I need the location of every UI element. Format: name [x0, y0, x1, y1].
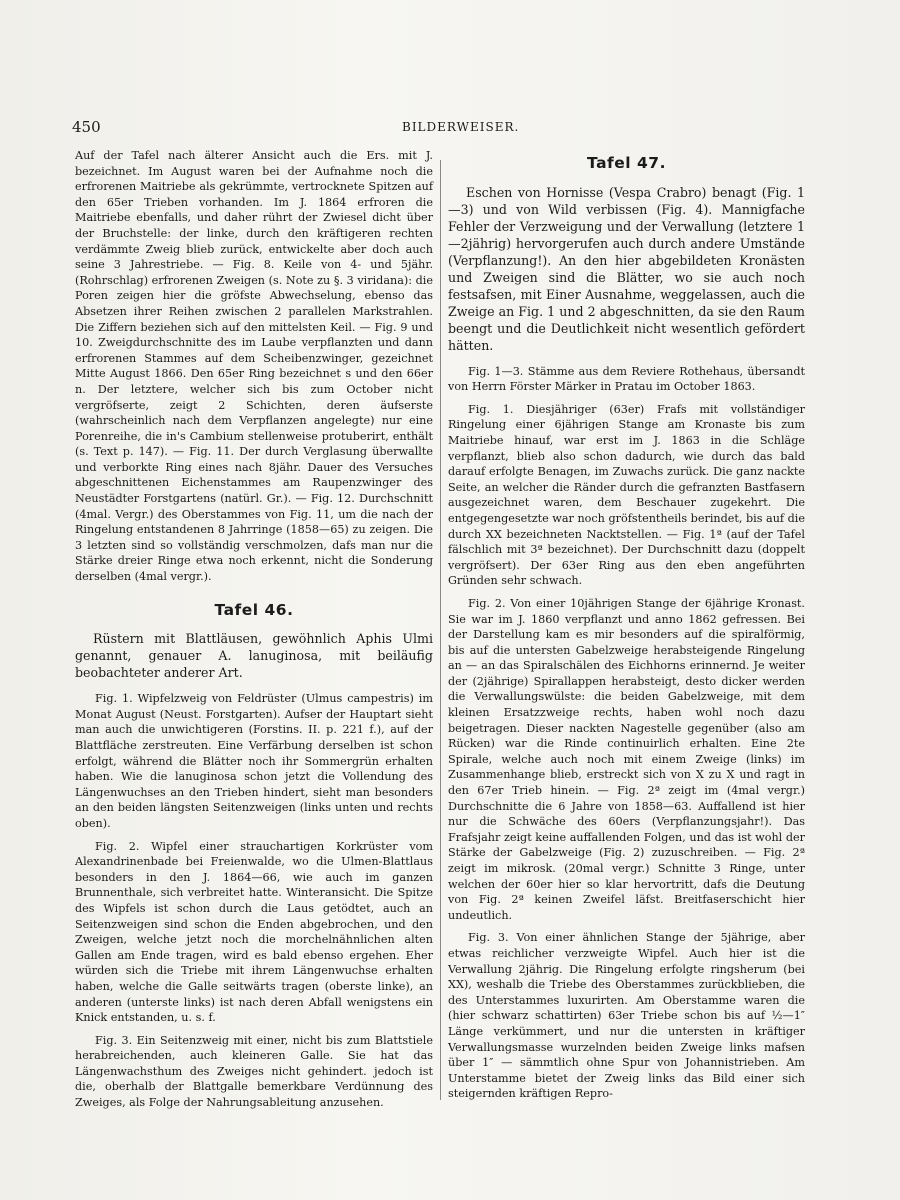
continuation-paragraph: Auf der Tafel nach älterer Ansicht auch die Ers. mit J. bezeichnet. Im August waren bei der Aufnahme noch die erfrorenen Maitriebe als gekrümmte, vertrocknete Spitzen auf den 65er Trieben vorhanden. Im J. 1864 erfroren die Maitriebe ebenfalls, und daher rührt der Zwiesel dicht über der Bruchstelle: der linke, durch den kräftigeren rechten verdämmte Zweig blieb zurück, entwickelte aber doch auch seine 3 Jahrestriebe. — Fig. 8. Keile von 4- und 5jähr. (Rohrschlag) erfrorenen Zweigen (s. Note zu §. 3 viridana): die Poren zeigen hier die gröfste Abwechselung, ebenso das Absetzen ihrer Reihen zwischen 2 parallelen Markstrahlen. Die Ziffern beziehen sich auf den mittelsten Keil. — Fig. 9 und 10. Zweigdurchschnitte des im Laube verpflanzten und dann erfrorenen Stammes auf dem Scheibenzwinger, gezeichnet Mitte August 1866. Den 65er Ring bezeichnet s und den 66er n. Der letztere, welcher sich bis zum October nicht vergröfserte, zeigt 2 Schichten, deren äufserste (wahrscheinlich nach dem Verpflanzen angelegte) nur eine Porenreihe, die in's Cambium stellenweise protuberirt, enthält (s. Text p. 147). — Fig. 11. Der durch Verglasung überwallte und verborkte Ring eines nach 8jähr. Dauer des Versuches abgeschnittenen Eichenstammes am Raupenzwinger des Neustädter Forstgartens (natürl. Gr.). — Fig. 12. Durchschnitt (4mal. Vergr.) des Oberstammes von Fig. 11, um die nach der Ringelung entstandenen 8 Jahrringe (1858—65) zu zeigen. Die 3 letzten sind so vollständig verschmolzen, dafs man nur die Stärke dreier Ringe etwa noch erkennt, nicht die Sonderung derselben (4mal vergr.). [75, 149, 433, 584]
paragraph-fig-3: Fig. 3. Ein Seitenzweig mit einer, nicht bis zum Blattstiele herabreichenden, auch kleineren Galle. Sie hat das Längenwachsthum des Zweiges nicht gehindert. jedoch ist die, oberhalb der Blattgalle bemerkbare Verdünnung des Zweiges, als Folge der Nahrungsableitung anzusehen. [75, 1033, 433, 1110]
column-divider [440, 160, 441, 1100]
plate-46-caption: Rüstern mit Blattläusen, gewöhnlich Aphis Ulmi genannt, genauer A. lanuginosa, mit beiläufig beobachteter anderer Art. [75, 631, 433, 681]
left-column [75, 148, 433, 1110]
plate-47-title: Tafel 47. [587, 154, 666, 172]
plate-47-caption: Eschen von Hornisse (Vespa Crabro) benagt (Fig. 1 —3) und von Wild verbissen (Fig. 4). Mannigfache Fehler der Verzweigung und der Verwallung (letztere 1—2jährig) hervorgerufen auch durch andere Umstände (Verpflanzung!). An den hier abgebildeten Kronästen und Zweigen sind die Blätter, wo sie auch noch festsafsen, mit Einer Ausnahme, weggelassen, auch die Zweige an Fig. 1 und 2 abgeschnitten, da sie den Raum beengt und die Deutlichkeit nicht wesentlich gefördert hätten. [448, 184, 805, 353]
paragraph-fig-1: Fig. 1. Wipfelzweig von Feldrüster (Ulmus campestris) im Monat August (Neust. Forstgarten). Aufser der Hauptart sieht man auch die unwichtigeren (Forstins. II. p. 221 f.), auf der Blattfläche zerstreuten. Eine Verfärbung derselben ist schon erfolgt, während die Blätter noch ihr Sommergrün erhalten haben. Wie die lanuginosa schon jetzt die Vollendung des Längenwuchses an den Trieben hindert, sieht man besonders an den beiden längsten Seitenzweigen (links unten und rechts oben). [75, 692, 433, 830]
plate-46-title: Tafel 46. [214, 600, 294, 619]
paragraph-fig-2: Fig. 2. Wipfel einer strauchartigen Korkrüster vom Alexandrinenbade bei Freienwalde, wo die Ulmen-Blattlaus besonders in den J. 1864—66, wie auch im ganzen Brunnenthale, sich verbreitet hatte. Winteransicht. Die Spitze des Wipfels ist schon durch die Laus getödtet, auch an Seitenzweigen sind schon die Enden abgebrochen, und den Zweigen, welche jetzt noch die morchelnähnlichen alten Gallen am Ende tragen, wird es bald ebenso ergehen. Eher würden sich die Triebe mit ihrem Längenwuchse erhalten haben, welche die Galle seitwärts tragen (oberste linke), an anderen (unterste links) ist nach deren Abfall wenigstens ein Knick entstanden, u. s. f. [75, 839, 433, 1025]
paragraph-fig-2: Fig. 2. Von einer 10jährigen Stange der 6jährige Kronast. Sie war im J. 1860 verpflanzt und anno 1862 gefressen. Bei der Darstellung kam es mir besonders auf die spiralförmig, bis auf die untersten Gabelzweige herabsteigende Ringelung an — an das Spiralschälen des Eichhorns erinnernd. Je weiter der (2jährige) Spirallappen herabsteigt, desto dicker werden die Verwallungswülste: die beiden Gabelzweige, mit dem kleinen Ersatzzweige rechts, haben wohl noch dazu beigetragen. Dieser nackten Nagestelle gegenüber (also am Rücken) war die Rinde continuirlich erhalten. Eine 2te Spirale, welche auch noch mit einem Zweige (links) im Zusammenhange blieb, erstreckt sich von X zu X und ragt in den 67er Trieb hinein. — Fig. 2ª zeigt im (4mal vergr.) Durchschnitte die 6 Jahre von 1858—63. Auffallend ist hier nur die Schwäche des 60ers (Verpflanzungsjahr!). Das Frafsjahr zeigt keine auffallenden Folgen, und das ist wohl der Stärke der Gabelzweige (Fig. 2) zuzuschreiben. — Fig. 2ª zeigt im mikrosk. (20mal vergr.) Schnitte 3 Ringe, unter welchen der 60er hier so klar hervortritt, dafs die Deutung von Fig. 2ª keinen Zweifel läfst. Breitfaserschicht hier undeutlich. [448, 596, 805, 922]
page-header [72, 118, 812, 138]
page-number: 450 [72, 118, 101, 136]
paragraph-fig-1-3: Fig. 1—3. Stämme aus dem Reviere Rothehaus, übersandt von Herrn Förster Märker in Pratau im October 1863. [448, 364, 805, 394]
right-column [448, 148, 805, 1118]
paragraph-fig-3: Fig. 3. Von einer ähnlichen Stange der 5jährige, aber etwas reichlicher verzweigte Wipfel. Auch hier ist die Verwallung 2jährig. Die Ringelung erfolgte ringsherum (bei XX), weshalb die Triebe des Oberstammes zurückblieben, die des Unterstammes luxurirten. Am Oberstamme waren die (hier schwarz schattirten) 63er Triebe schon bis auf ½—1″ Länge verkümmert, und nur die untersten in kräftiger Verwallungsmasse wurzelnden beiden Zweige links mafsen über 1″ — sämmtlich ohne Spur von Johannistrieben. Am Unterstamme bietet der Zweig links das Bild einer sich steigernden kräftigen Repro- [448, 931, 805, 1101]
paragraph-fig-1: Fig. 1. Diesjähriger (63er) Frafs mit vollständiger Ringelung einer 6jährigen Stange am Kronaste bis zum Maitriebe hinauf, war erst im J. 1863 in die Schläge verpflanzt, blieb also schon dadurch, wie durch das bald darauf erfolgte Benagen, im Zuwachs zurück. Die ganz nackte Seite, an welcher die Ränder durch die gefranzten Bastfasern ausgezeichnet waren, dem Beschauer zugekehrt. Die entgegengesetzte war noch gröfstentheils berindet, bis auf die durch XX bezeichneten Nacktstellen. — Fig. 1ª (auf der Tafel fälschlich mit 3ª bezeichnet). Der Durchschnitt dazu (doppelt vergröfsert). Der 63er Ring aus den eben angeführten Gründen sehr schwach. [448, 402, 805, 588]
running-head: BILDERWEISER. [402, 120, 520, 134]
